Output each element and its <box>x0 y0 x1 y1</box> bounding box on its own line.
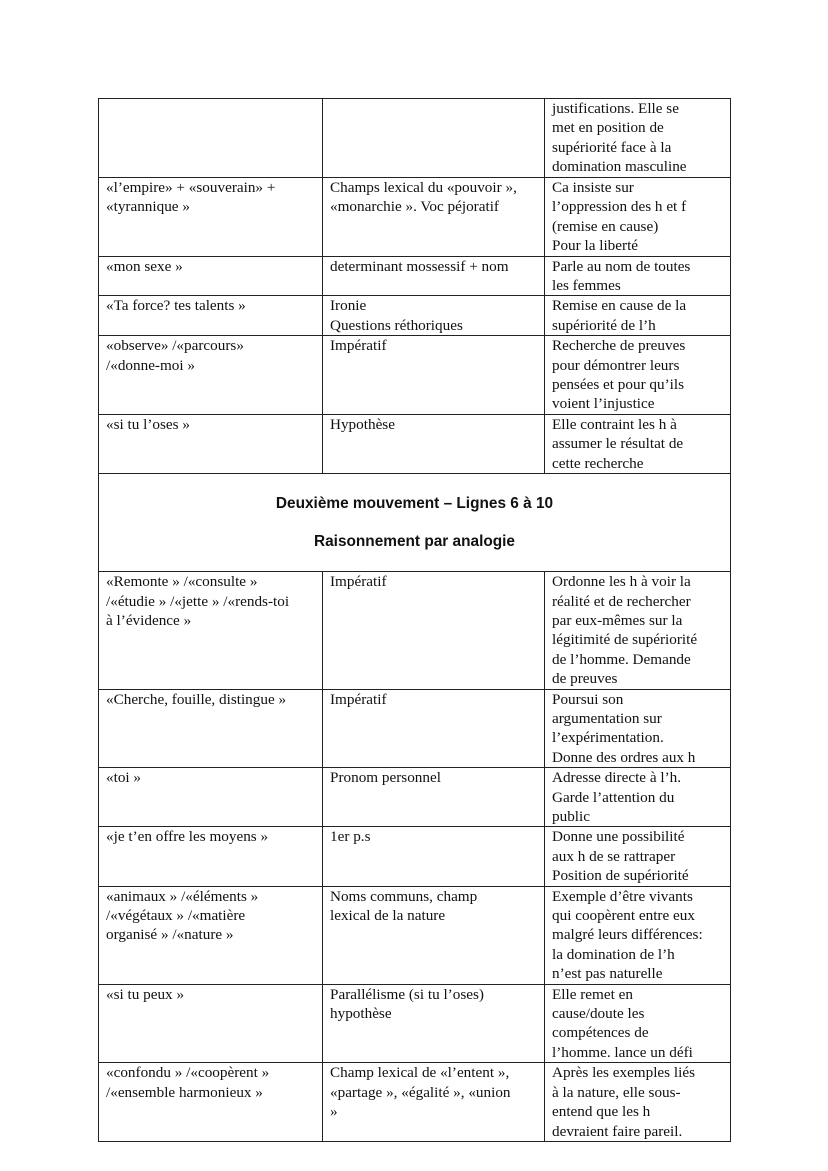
quote-cell: «je t’en offre les moyens » <box>99 827 323 886</box>
quote-cell: «Cherche, fouille, distingue » <box>99 689 323 768</box>
technique-cell: Impératif <box>323 572 545 689</box>
interpretation-cell: Remise en cause de la supériorité de l’h <box>545 296 731 336</box>
section-header <box>99 474 731 572</box>
table-row <box>99 886 731 984</box>
table-row <box>99 689 731 768</box>
quote-cell: «l’empire» + «souverain» + «tyrannique » <box>99 178 323 257</box>
technique-cell: Impératif <box>323 689 545 768</box>
technique-cell: Champs lexical du «pouvoir », «monarchie ». Voc péjoratif <box>323 178 545 257</box>
section-title: Deuxième mouvement – Lignes 6 à 10 <box>275 494 554 512</box>
interpretation-cell: Ordonne les h à voir la réalité et de rechercher par eux-mêmes sur la légitimité de supériorité de l’homme. Demande de preuves <box>545 572 731 689</box>
interpretation-cell: Exemple d’être vivants qui coopèrent entre eux malgré leurs différences: la domination de l’h n’est pas naturelle <box>545 886 731 984</box>
table-row <box>99 178 731 257</box>
quote-cell: «si tu l’oses » <box>99 414 323 473</box>
analysis-table <box>98 98 731 1142</box>
technique-cell: Pronom personnel <box>323 768 545 827</box>
interpretation-cell: Ca insiste sur l’oppression des h et f (remise en cause) Pour la liberté <box>545 178 731 257</box>
interpretation-cell: Donne une possibilité aux h de se rattraper Position de supériorité <box>545 827 731 886</box>
technique-cell: 1er p.s <box>323 827 545 886</box>
technique-cell: determinant mossessif + nom <box>323 256 545 296</box>
technique-cell: Parallélisme (si tu l’oses) hypothèse <box>323 984 545 1063</box>
technique-cell: Ironie Questions réthoriques <box>323 296 545 336</box>
quote-cell: «Remonte » /«consulte » /«étudie » /«jette » /«rends-toi à l’évidence » <box>99 572 323 689</box>
technique-cell: Hypothèse <box>323 414 545 473</box>
table-row <box>99 768 731 827</box>
table-row <box>99 336 731 415</box>
quote-cell: «confondu » /«coopèrent » /«ensemble harmonieux » <box>99 1063 323 1142</box>
quote-cell: «mon sexe » <box>99 256 323 296</box>
section-subtitle: Raisonnement par analogie <box>314 533 515 551</box>
quote-cell: «observe» /«parcours» /«donne-moi » <box>99 336 323 415</box>
interpretation-cell: Poursui son argumentation sur l’expérimentation. Donne des ordres aux h <box>545 689 731 768</box>
table-row <box>99 99 731 178</box>
interpretation-cell: Elle remet en cause/doute les compétences de l’homme. lance un défi <box>545 984 731 1063</box>
interpretation-cell: Adresse directe à l’h. Garde l’attention du public <box>545 768 731 827</box>
table-row <box>99 827 731 886</box>
table-row <box>99 256 731 296</box>
table-row <box>99 572 731 689</box>
interpretation-cell: Parle au nom de toutes les femmes <box>545 256 731 296</box>
table-row <box>99 984 731 1063</box>
quote-cell <box>99 99 323 178</box>
technique-cell: Noms communs, champ lexical de la nature <box>323 886 545 984</box>
technique-cell <box>323 99 545 178</box>
interpretation-cell: justifications. Elle se met en position de supériorité face à la domination masculine <box>545 99 731 178</box>
table-row <box>99 414 731 473</box>
technique-cell: Champ lexical de «l’entent », «partage », «égalité », «union » <box>323 1063 545 1142</box>
section-header-row <box>99 474 731 572</box>
quote-cell: «Ta force? tes talents » <box>99 296 323 336</box>
document-page <box>98 98 730 1142</box>
table-row <box>99 1063 731 1142</box>
interpretation-cell: Elle contraint les h à assumer le résultat de cette recherche <box>545 414 731 473</box>
interpretation-cell: Après les exemples liés à la nature, elle sous- entend que les h devraient faire pareil. <box>545 1063 731 1142</box>
interpretation-cell: Recherche de preuves pour démontrer leurs pensées et pour qu’ils voient l’injustice <box>545 336 731 415</box>
quote-cell: «toi » <box>99 768 323 827</box>
technique-cell: Impératif <box>323 336 545 415</box>
quote-cell: «animaux » /«éléments » /«végétaux » /«matière organisé » /«nature » <box>99 886 323 984</box>
quote-cell: «si tu peux » <box>99 984 323 1063</box>
table-row <box>99 296 731 336</box>
